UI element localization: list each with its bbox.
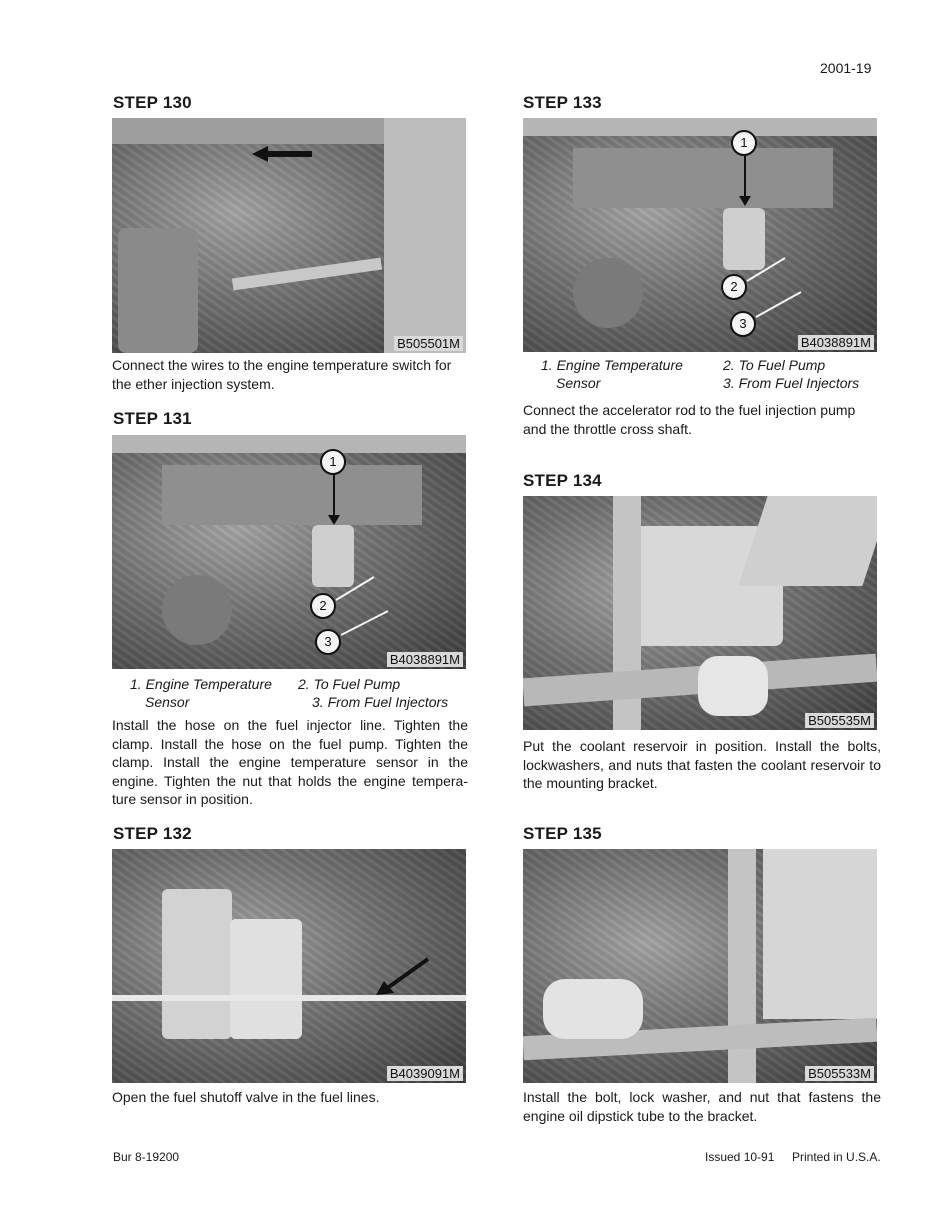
step-130-title: STEP 130	[113, 93, 192, 112]
step-135-text: Install the bolt, lock washer, and nut that fastens the engine oil dipstick tube to the bracket.	[523, 1089, 881, 1124]
photo-frame	[384, 118, 466, 353]
page-number: 2001-19	[820, 60, 872, 76]
step-131-photo	[112, 435, 466, 669]
photo-code: B505535M	[805, 713, 874, 728]
callout-3: 3	[730, 311, 756, 337]
step-132-text: Open the fuel shutoff valve in the fuel lines.	[112, 1089, 380, 1105]
photo-hose	[232, 258, 382, 291]
callout-2: 2	[310, 593, 336, 619]
step-131-text: Install the hose on the fuel injector line. Tighten the clamp. Install the hose on the fuel pump. Tighten the clamp. Install the engine temperature sensor in the engine. Tighten the nut that holds the engine tempera- ture sensor in position.	[112, 717, 468, 807]
photo-duct	[738, 496, 877, 586]
step-134-text: Put the coolant reservoir in position. Install the bolts, lockwashers, and nuts that fasten the coolant reservoir to the mounting bracket.	[523, 738, 881, 791]
step-134-title: STEP 134	[523, 471, 602, 490]
step-132-photo	[112, 849, 466, 1083]
photo-hand	[543, 979, 643, 1039]
callout-2: 2	[721, 274, 747, 300]
printed-in: Printed in U.S.A.	[792, 1150, 881, 1164]
step-130-photo	[112, 118, 466, 353]
step-133-legend	[523, 356, 879, 396]
step-134-photo	[523, 496, 877, 730]
legend-item-3: 3. From Fuel Injectors	[312, 694, 449, 710]
legend-item-1: 1. Engine Temperature	[130, 676, 272, 692]
photo-code: B505533M	[805, 1066, 874, 1081]
step-130-text: Connect the wires to the engine temperature switch for the ether injection system.	[112, 357, 452, 392]
legend-item-1-cont: Sensor	[556, 375, 601, 391]
photo-code: B4039091M	[387, 1066, 463, 1081]
document-number: Bur 8-19200	[113, 1150, 180, 1164]
step-133-photo	[523, 118, 877, 352]
step-131-title: STEP 131	[113, 409, 192, 428]
legend-item-3: 3. From Fuel Injectors	[723, 375, 860, 391]
photo-coolant-reservoir	[763, 849, 877, 1019]
photo-code: B4038891M	[387, 652, 463, 667]
step-132-title: STEP 132	[113, 824, 192, 843]
callout-1: 1	[320, 449, 346, 475]
step-131-legend	[112, 675, 468, 715]
callout-3: 3	[315, 629, 341, 655]
step-133-text: Connect the accelerator rod to the fuel injection pump and the throttle cross shaft.	[523, 402, 856, 437]
issued-date: Issued 10-91	[705, 1150, 775, 1164]
legend-item-1-cont: Sensor	[145, 694, 190, 710]
legend-item-2: 2. To Fuel Pump	[298, 676, 401, 692]
legend-item-1: 1. Engine Temperature	[541, 357, 683, 373]
callout-leader-lines	[523, 118, 877, 352]
photo-filter-1	[162, 889, 232, 1039]
legend-item-2: 2. To Fuel Pump	[723, 357, 826, 373]
photo-hand	[698, 656, 768, 716]
callout-1: 1	[731, 130, 757, 156]
pointer-arrow	[374, 957, 430, 997]
step-135-photo	[523, 849, 877, 1083]
step-135-title: STEP 135	[523, 824, 602, 843]
photo-filter-2	[230, 919, 302, 1039]
callout-leader-lines	[112, 435, 466, 669]
pointer-arrow	[252, 144, 312, 164]
step-133-title: STEP 133	[523, 93, 602, 112]
photo-tank	[118, 228, 198, 353]
photo-code: B505501M	[394, 336, 463, 351]
photo-code: B4038891M	[798, 335, 874, 350]
